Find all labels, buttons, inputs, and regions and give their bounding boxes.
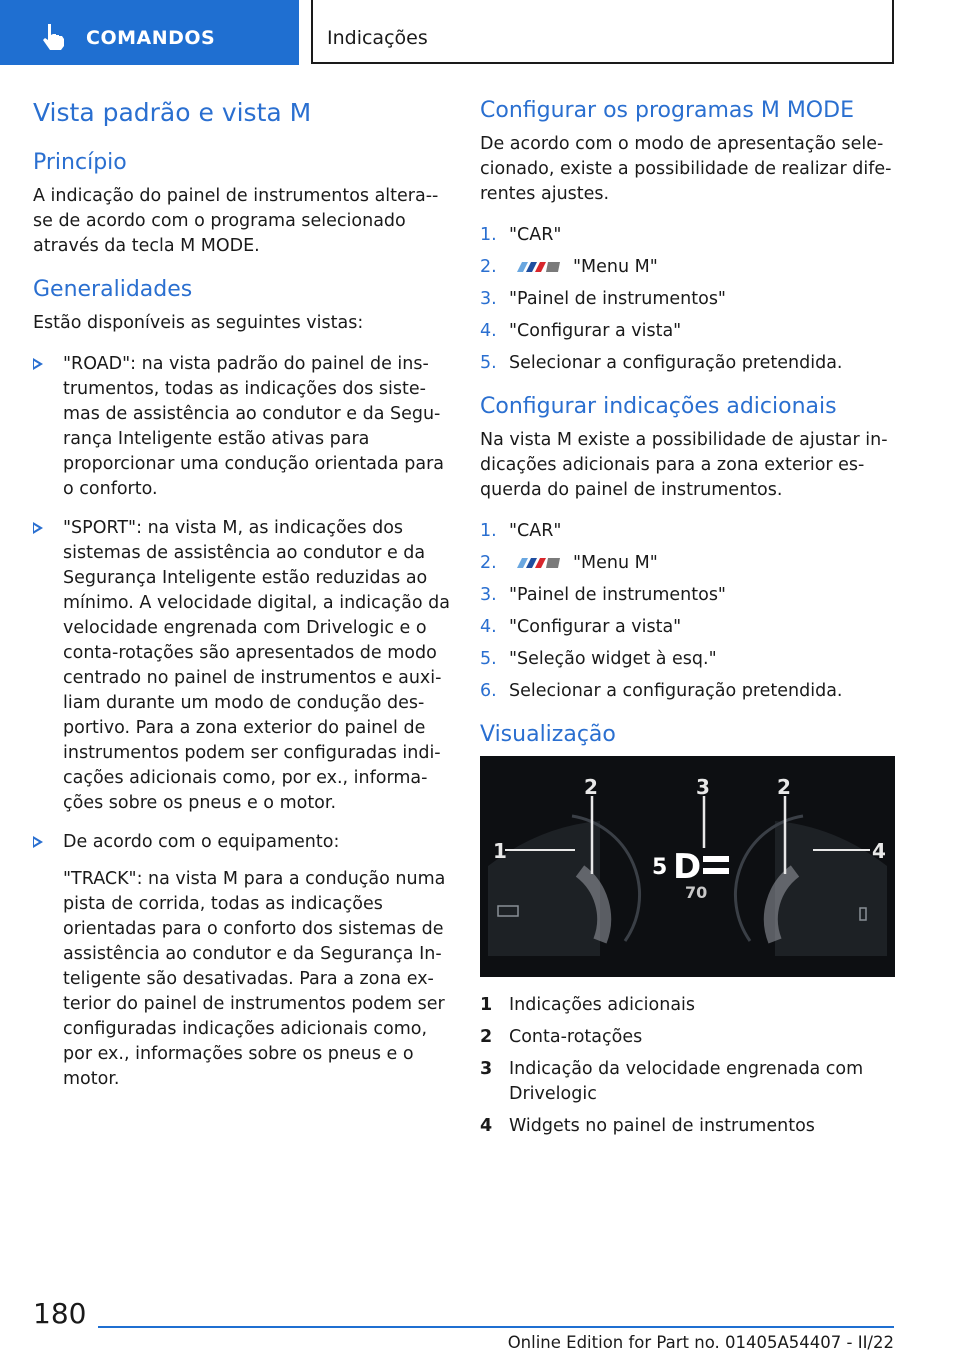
- callout-3: 3: [696, 775, 710, 799]
- list-item: De acordo com o equipamento: "TRACK": na vista M para a condução numa pista de corrida, todas as indicações orientadas para o conforto dos sistemas de assistência ao condutor e da Segurança In-teligente são desativadas. Para a zona ex-terior do painel de instrumentos podem ser configuradas indicações adicionais como, por ex., informações sobre os pneus e o motor.: [33, 830, 451, 1092]
- section-title: COMANDOS: [86, 27, 216, 49]
- list-item: 1. "CAR": [480, 521, 562, 541]
- gear-readout: 5: [652, 855, 668, 880]
- visual-heading: Visualização: [480, 722, 616, 747]
- image-legend: [480, 993, 898, 1139]
- hand-pointer-icon: [38, 22, 68, 52]
- edition-footer: Online Edition for Part no. 01405A54407 - II/22: [507, 1333, 894, 1352]
- list-item: 1. "CAR": [480, 225, 562, 245]
- list-item: 5. "Seleção widget à esq.": [480, 649, 717, 669]
- list-item: 5. Selecionar a configuração pretendida.: [480, 353, 843, 373]
- page-title: Vista padrão e vista M: [33, 98, 312, 127]
- callout-2: 2: [584, 775, 598, 799]
- list-item: 2 Conta-rotações: [480, 1027, 643, 1047]
- principle-text: A indicação do painel de instrumentos altera--se de acordo com o programa selecionado através da tecla M MODE.: [33, 186, 439, 256]
- config-steps: [480, 223, 898, 376]
- list-item: 2. "Menu M": [480, 553, 658, 573]
- extra-steps: [480, 519, 898, 704]
- extra-text: Na vista M existe a possibilidade de ajustar in-dicações adicionais para a zona exterior es-querda do painel de instrumentos.: [480, 430, 888, 500]
- footer-divider: [98, 1326, 894, 1328]
- left-column: [33, 96, 451, 1106]
- list-item: 6. Selecionar a configuração pretendida.: [480, 681, 843, 701]
- right-column: [480, 96, 898, 1146]
- triangle-bullet-icon: [33, 836, 43, 848]
- speed-readout: 70: [685, 883, 708, 902]
- extra-heading: Configurar indicações adicionais: [480, 394, 837, 419]
- page-number: 180: [33, 1297, 87, 1330]
- callout-4: 4: [872, 839, 886, 863]
- general-heading: Generalidades: [33, 277, 193, 302]
- list-item: 3. "Painel de instrumentos": [480, 289, 726, 309]
- instrument-cluster-image: [480, 756, 895, 977]
- triangle-bullet-icon: [33, 522, 43, 534]
- chapter-title: Indicações: [327, 27, 428, 49]
- mode-readout: D: [673, 847, 702, 887]
- general-text: Estão disponíveis as seguintes vistas:: [33, 313, 364, 333]
- chapter-tab: [311, 0, 894, 64]
- section-tab: [0, 0, 299, 65]
- list-item: "ROAD": na vista padrão do painel de ins-trumentos, todas as indicações dos siste-mas de assistência ao condutor e da Segu-rança Inteligente estão ativas para proporcionar uma condução orientada para o conforto.: [33, 352, 451, 502]
- list-item: 1 Indicações adicionais: [480, 995, 696, 1015]
- list-item: 2. "Menu M": [480, 257, 658, 277]
- list-item: 4. "Configurar a vista": [480, 321, 682, 341]
- view-list: [33, 352, 451, 1092]
- list-item: 3 Indicação da velocidade engrenada com Drivelogic: [480, 1059, 864, 1104]
- principle-heading: Princípio: [33, 150, 127, 175]
- list-item: 4 Widgets no painel de instrumentos: [480, 1116, 815, 1136]
- m-logo-icon: [515, 262, 561, 272]
- list-item: 4. "Configurar a vista": [480, 617, 682, 637]
- list-item: 3. "Painel de instrumentos": [480, 585, 726, 605]
- callout-1: 1: [493, 839, 507, 863]
- config-heading: Configurar os programas M MODE: [480, 98, 854, 123]
- config-text: De acordo com o modo de apresentação sele-cionado, existe a possibilidade de realizar dife-rentes ajustes.: [480, 134, 892, 204]
- triangle-bullet-icon: [33, 358, 43, 370]
- list-item: "SPORT": na vista M, as indicações dos sistemas de assistência ao condutor e da Segurança Inteligente estão reduzidas ao mínimo. A velocidade digital, a indicação da velocidade engrenada com Drivelogic e o conta-rotações são apresentados de modo centrado no painel de instrumentos e auxi-liam durante um modo de condução des-portivo. Para a zona exterior do painel de instrumentos podem ser configuradas indi-cações adicionais como, por ex., informa-ções sobre os pneus e o motor.: [33, 516, 451, 816]
- track-text: "TRACK": na vista M para a condução numa pista de corrida, todas as indicações orientadas para o conforto dos sistemas de assistência ao condutor e da Segurança In-teligente são desativadas. Para a zona ex-terior do painel de instrumentos podem ser configuradas indicações adicionais como, por ex., informações sobre os pneus e o motor.: [63, 869, 446, 1089]
- m-logo-icon: [515, 558, 561, 568]
- callout-2: 2: [777, 775, 791, 799]
